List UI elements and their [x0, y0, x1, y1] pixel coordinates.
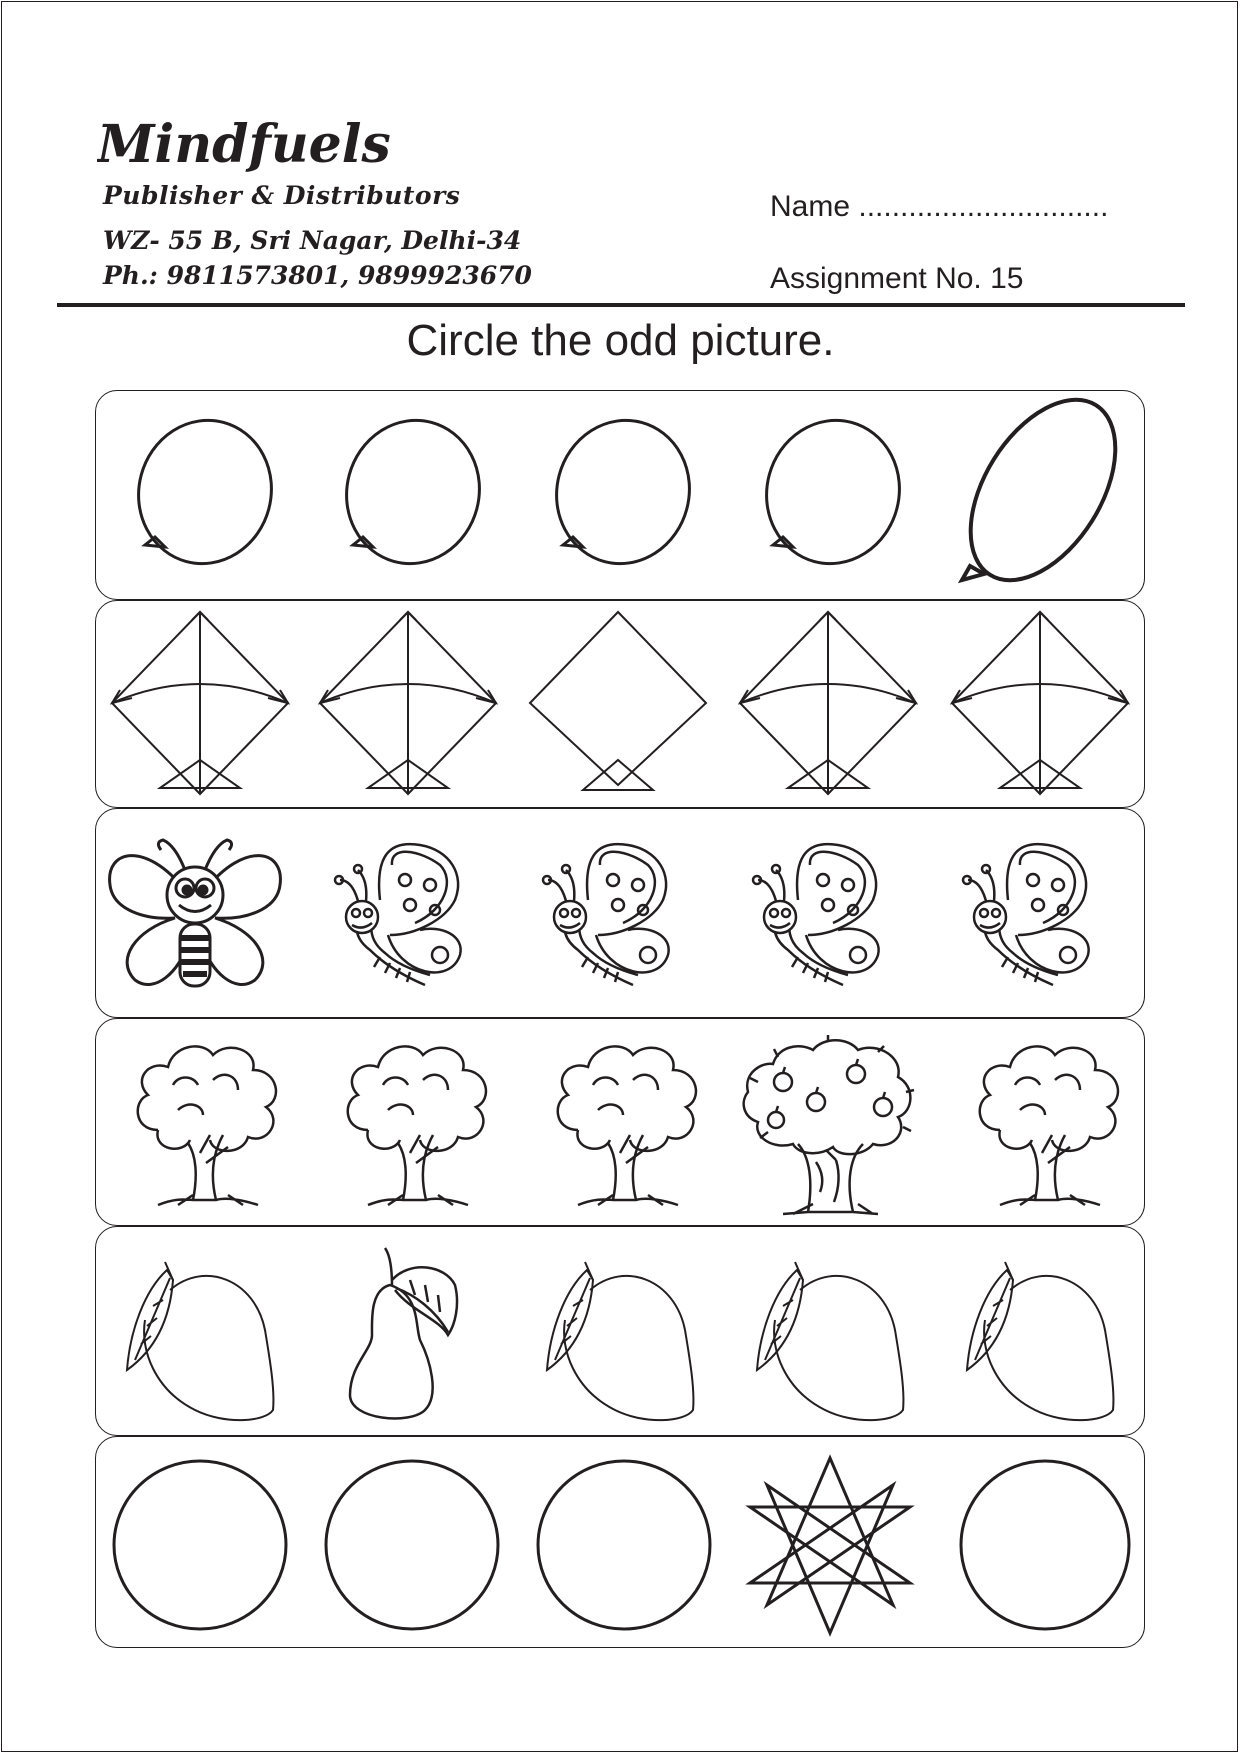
publisher-name: Publisher & Distributors	[103, 181, 461, 210]
apple-tree-picture[interactable]	[738, 1032, 918, 1217]
phone-line: Ph.: 9811573801, 9899923670	[103, 261, 532, 290]
svg-text:Mindfuels: Mindfuels	[97, 114, 391, 175]
tree-picture[interactable]	[538, 1035, 718, 1215]
header-divider	[57, 303, 1185, 307]
circle-picture[interactable]	[110, 1455, 290, 1635]
kite-picture[interactable]	[950, 610, 1130, 800]
address-line: WZ- 55 B, Sri Nagar, Delhi-34	[103, 226, 522, 255]
tree-picture[interactable]	[118, 1035, 298, 1215]
mango-picture[interactable]	[745, 1250, 925, 1425]
tree-picture[interactable]	[328, 1035, 508, 1215]
butterfly-picture[interactable]	[330, 835, 510, 1000]
balloon-picture[interactable]	[738, 420, 918, 590]
butterfly-picture[interactable]	[538, 835, 718, 1000]
kite-picture[interactable]	[318, 610, 498, 800]
butterfly-picture[interactable]	[958, 835, 1138, 1000]
assignment-number: Assignment No. 15	[770, 262, 1024, 295]
kite-picture[interactable]	[738, 610, 918, 800]
circle-picture[interactable]	[534, 1455, 714, 1635]
circle-picture[interactable]	[322, 1455, 502, 1635]
mango-picture[interactable]	[955, 1250, 1135, 1425]
balloon-picture[interactable]	[110, 420, 290, 590]
pear-picture[interactable]	[330, 1240, 510, 1425]
mango-picture[interactable]	[535, 1250, 715, 1425]
circle-picture[interactable]	[955, 1455, 1135, 1635]
plain-kite-picture[interactable]	[528, 610, 708, 800]
butterfly-picture[interactable]	[748, 835, 928, 1000]
star-picture[interactable]	[740, 1455, 920, 1635]
mango-picture[interactable]	[115, 1250, 295, 1425]
balloon-picture[interactable]	[528, 420, 708, 590]
balloon-picture[interactable]	[318, 420, 498, 590]
instruction-title: Circle the odd picture.	[406, 316, 835, 365]
name-field[interactable]: Name ..............................	[770, 190, 1109, 223]
bee-picture[interactable]	[105, 830, 285, 1000]
tree-picture[interactable]	[960, 1035, 1140, 1215]
long-balloon-picture[interactable]	[950, 395, 1130, 595]
kite-picture[interactable]	[110, 610, 290, 800]
